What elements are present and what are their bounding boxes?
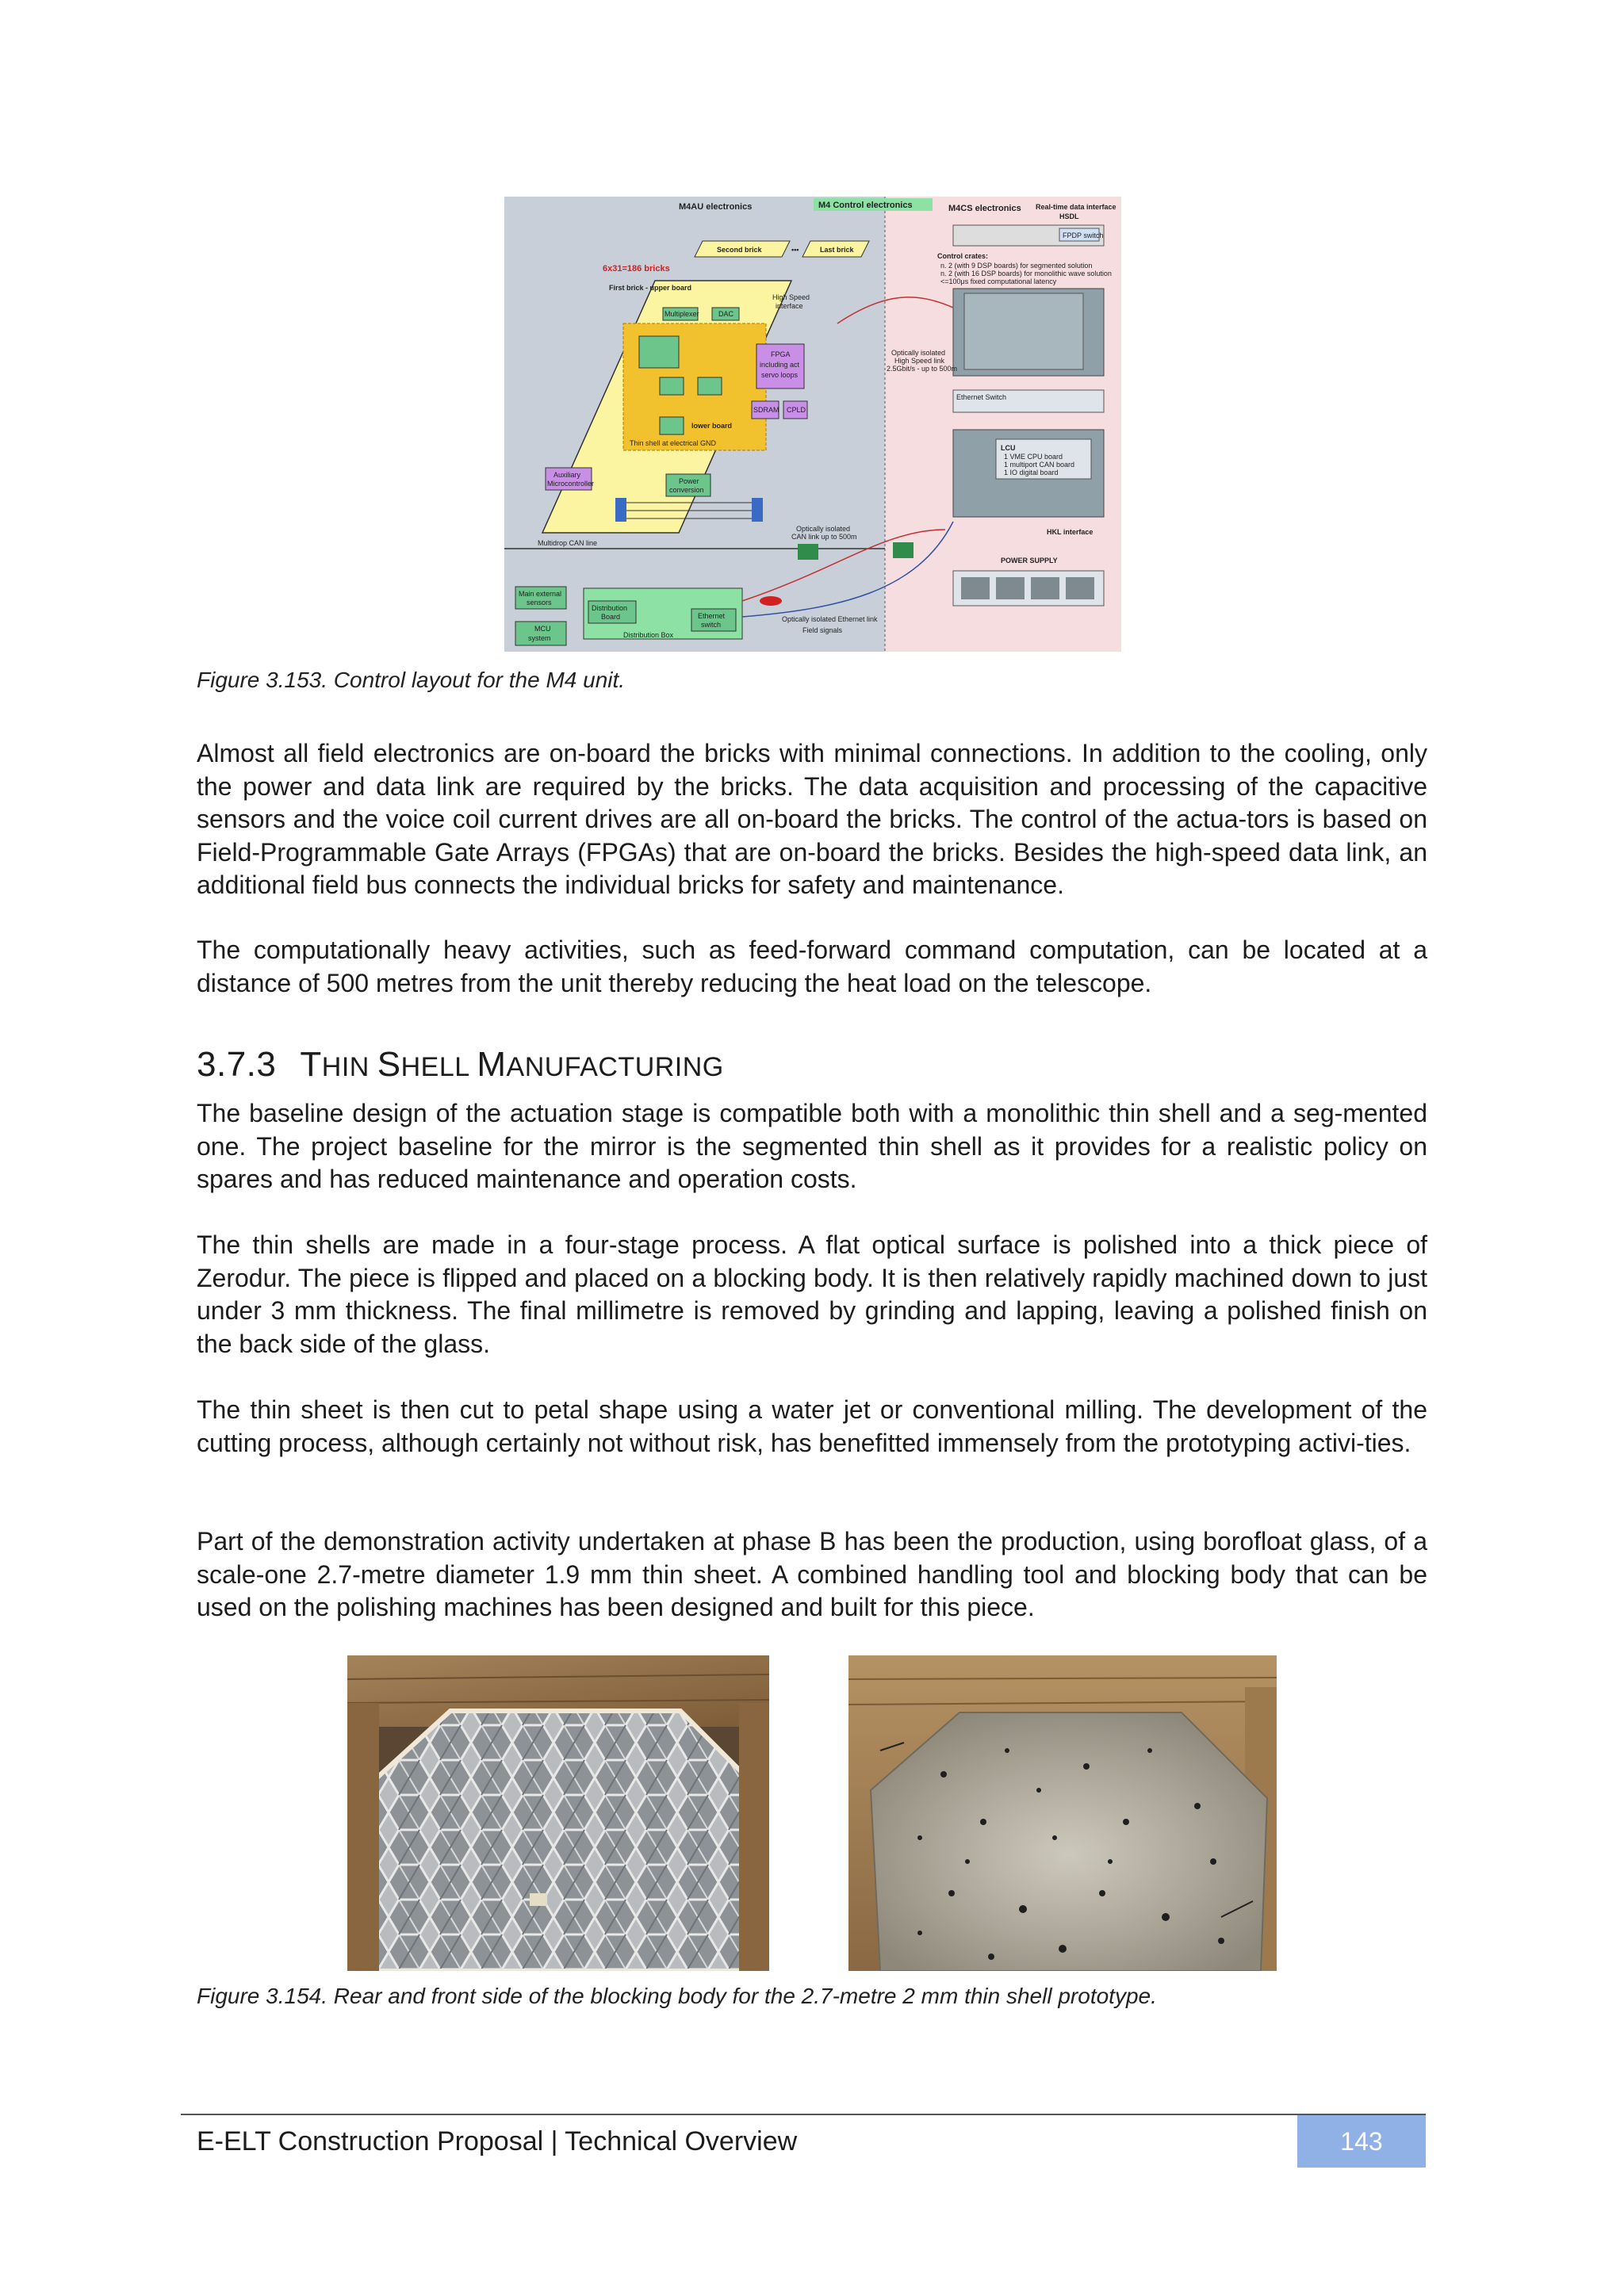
figure-caption-1: Figure 3.153. Control layout for the M4 unit. bbox=[197, 668, 626, 692]
section-title-part: HELL bbox=[400, 1052, 477, 1082]
second-brick-label: Second brick bbox=[717, 246, 762, 254]
eth-iso-label: Optically isolated Ethernet link bbox=[782, 615, 878, 623]
opt-label-2: High Speed link bbox=[894, 357, 945, 365]
aux-label: Auxiliary bbox=[553, 471, 581, 479]
mcu-label-2: system bbox=[528, 634, 551, 642]
sdram-label: SDRAM bbox=[753, 406, 779, 414]
footer-title: E-ELT Construction Proposal | Technical Overview bbox=[197, 2126, 798, 2156]
first-brick-label: First brick - upper board bbox=[609, 284, 692, 292]
can-label-2: CAN link up to 500m bbox=[791, 533, 857, 541]
fpdp-label: FPDP switch bbox=[1063, 232, 1104, 239]
figure-caption-2: Figure 3.154. Rear and front side of the blocking body for the 2.7-metre 2 mm thin shell prototype. bbox=[197, 1984, 1157, 2008]
rt-iface-label: Real-time data interface bbox=[1036, 203, 1116, 211]
body-paragraph: The computationally heavy activities, such as feed-forward command computation, can be located at a distance of 500 metres from the unit thereby reducing the heat load on the telescope. bbox=[197, 936, 1427, 997]
control-crates-label: Control crates: bbox=[937, 252, 989, 260]
thin-shell-label: Thin shell at electrical GND bbox=[630, 439, 717, 447]
section-number: 3.7.3 bbox=[197, 1045, 277, 1084]
section-title-part: M bbox=[477, 1045, 507, 1084]
opt-label: Optically isolated bbox=[891, 349, 946, 357]
section-title-part: S bbox=[377, 1045, 401, 1084]
body-paragraph: Part of the demonstration activity undertaken at phase B has been the production, using borofloat glass, of a scale-one 2.7-metre diameter 1.9 mm thin sheet. A combined handling tool and blocking body that can be used on the polishing machines has been designed and built for this piece. bbox=[197, 1527, 1427, 1621]
page-number: 143 bbox=[1297, 2115, 1426, 2168]
footer-divider bbox=[181, 2114, 1426, 2115]
lcu3-label: 1 IO digital board bbox=[1004, 469, 1059, 476]
section-title-part: ANUFACTURING bbox=[506, 1052, 724, 1082]
lower-board-label: lower board bbox=[691, 422, 733, 430]
cc1-label: n. 2 (with 9 DSP boards) for segmented solution bbox=[940, 262, 1093, 270]
section-title-part: HIN bbox=[321, 1052, 377, 1082]
lcu2-label: 1 multiport CAN board bbox=[1004, 461, 1075, 469]
fpga-label-3: servo loops bbox=[761, 371, 799, 379]
interface-label: interface bbox=[776, 302, 803, 310]
field-label: Field signals bbox=[802, 626, 843, 634]
power-supply-label: POWER SUPPLY bbox=[1001, 557, 1058, 564]
lcu-label: LCU bbox=[1001, 444, 1016, 452]
control-layout-diagram bbox=[504, 197, 1121, 652]
main-ext-label-2: sensors bbox=[527, 599, 552, 607]
bricks-count-label: 6x31=186 bricks bbox=[603, 264, 670, 274]
m4cs-label: M4CS electronics bbox=[948, 204, 1021, 213]
lcu1-label: 1 VME CPU board bbox=[1004, 453, 1063, 461]
section-title-part: T bbox=[300, 1045, 322, 1084]
mcu-label: MCU bbox=[534, 625, 551, 633]
body-paragraph: Almost all field electronics are on-board the bricks with minimal connections. In addition to the cooling, only the power and data link are required by the bricks. The data acquisition and processing of the capacitive sensors and the voice coil current drives are all on-board the bricks. The control of the actua-tors is based on Field-Programmable Gate Arrays (FPGAs) that are on-board the bricks. Besides the high-speed data link, an additional field bus connects the individual bricks for safety and maintenance. bbox=[197, 739, 1427, 899]
eth-label-2: switch bbox=[701, 621, 722, 629]
power-label: Power bbox=[679, 477, 699, 485]
m4au-label: M4AU electronics bbox=[679, 202, 753, 212]
blocking-body-front-photo bbox=[848, 1655, 1277, 1971]
last-brick-label: Last brick bbox=[820, 246, 854, 254]
cc2-label: n. 2 (with 16 DSP boards) for monolithic wave solution bbox=[940, 270, 1112, 277]
control-label: M4 Control electronics bbox=[818, 201, 913, 210]
dist-label-2: Board bbox=[601, 613, 621, 621]
cc3-label: <=100μs fixed computational latency bbox=[940, 277, 1057, 285]
eth-switch-label: Ethernet Switch bbox=[956, 393, 1007, 401]
dist-label: Distribution bbox=[592, 604, 628, 612]
multiplexer-label: Multiplexer bbox=[665, 310, 699, 318]
hsdl-label: HSDL bbox=[1059, 212, 1079, 220]
body-paragraph: The thin shells are made in a four-stage process. A flat optical surface is polished into a thick piece of Zerodur. The piece is flipped and placed on a blocking body. It is then relatively rapidly machined down to just under 3 mm thickness. The final millimetre is removed by grinding and lapping, leaving a polished finish on the back side of the glass. bbox=[197, 1230, 1427, 1358]
hkl-label: HKL interface bbox=[1047, 528, 1094, 536]
fpga-label-2: including act bbox=[760, 361, 800, 369]
multidrop-label: Multidrop CAN line bbox=[538, 539, 598, 547]
high-speed-label: High Speed bbox=[772, 293, 810, 301]
power-label-2: conversion bbox=[669, 486, 704, 494]
fpga-label: FPGA bbox=[771, 350, 791, 358]
can-label: Optically isolated bbox=[796, 525, 851, 533]
main-ext-label: Main external bbox=[519, 590, 562, 598]
dist-box-label: Distribution Box bbox=[623, 631, 674, 639]
body-paragraph: The baseline design of the actuation stage is compatible both with a monolithic thin shell and a seg-mented one. The project baseline for the mirror is the segmented thin shell as it provides for a realistic policy on spares and has reduced maintenance and operation costs. bbox=[197, 1099, 1427, 1193]
section-heading bbox=[197, 1045, 724, 1085]
cpld-label: CPLD bbox=[787, 406, 806, 414]
eth-label: Ethernet bbox=[698, 612, 726, 620]
body-paragraph: The thin sheet is then cut to petal shape using a water jet or conventional milling. The development of the cutting process, although certainly not without risk, has benefitted immensely from the prototyping activi-ties. bbox=[197, 1395, 1427, 1457]
aux-label-2: Microcontroller bbox=[547, 480, 595, 488]
dac-label: DAC bbox=[718, 310, 734, 318]
opt-label-3: 2.5Gbit/s - up to 500m bbox=[887, 365, 958, 373]
blocking-body-rear-photo bbox=[347, 1655, 769, 1971]
dots-label: ••• bbox=[791, 246, 799, 254]
